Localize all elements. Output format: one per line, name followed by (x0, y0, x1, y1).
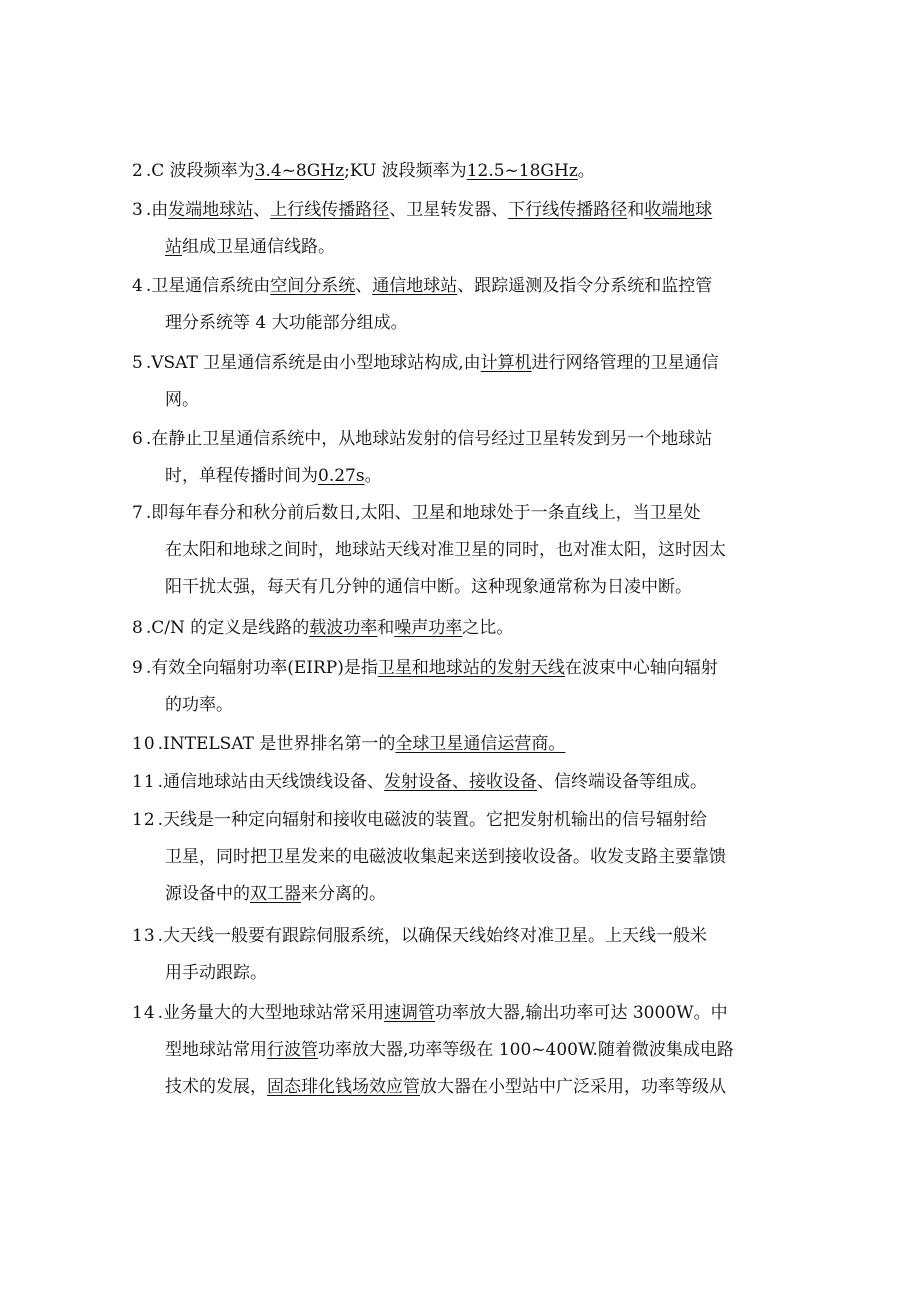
item-text (146, 429, 712, 449)
item-text (146, 503, 701, 523)
list-item-2 (132, 153, 792, 190)
underlined-answer: 双工器 (250, 883, 301, 904)
list-item-7 (132, 495, 792, 605)
underlined-answer: 固态琲化钱场效应管 (267, 1076, 420, 1097)
text-run: 用手动跟踪。 (165, 962, 267, 983)
item-text (146, 161, 595, 181)
text-run: 阳干扰太强，每天有几分钟的通信中断。这种现象通常称为日凌中断。 (165, 576, 692, 597)
item-text (146, 658, 718, 678)
text-run: .即每年春分和秋分前后数日,太阳、卫星和地球处于一条直线上，当卫星处 (145, 503, 701, 523)
item-text (158, 926, 707, 946)
item-continuation (132, 839, 792, 876)
text-run: 时，单程传播时间为 (165, 465, 318, 486)
item-text (158, 1003, 728, 1023)
item-continuation (132, 687, 792, 724)
text-run: 源设备中的 (165, 883, 250, 904)
list-item-10 (132, 726, 792, 763)
text-run: .INTELSAT 是世界排名第一的 (157, 734, 396, 754)
item-continuation (132, 305, 792, 342)
text-run: 功率放大器,功率等级在 100~400W.随着微波集成电路 (318, 1039, 734, 1060)
text-run: 卫星，同时把卫星发来的电磁波收集起来送到接收设备。收发支路主要靠馈 (165, 846, 726, 867)
item-continuation (132, 955, 792, 992)
item-text (146, 200, 712, 220)
text-run: .在静止卫星通信系统中，从地球站发射的信号经过卫星转发到另一个地球站 (145, 429, 713, 449)
text-run: .C/N 的定义是线路的 (145, 618, 310, 638)
underlined-answer: 载波功率 (309, 618, 378, 638)
text-run: 。 (364, 465, 382, 486)
list-item-4 (132, 268, 792, 342)
item-number: 14 (132, 1003, 156, 1023)
text-run: .天线是一种定向辐射和接收电磁波的装置。它把发射机输出的信号辐射给 (157, 810, 708, 830)
text-run: .有效全向辐射功率(EIRP)是指 (145, 658, 378, 678)
item-number: 3 (132, 200, 144, 220)
list-item-6 (132, 421, 792, 495)
list-item-8 (132, 610, 792, 647)
item-number: 7 (132, 503, 144, 523)
text-run: 和 (377, 618, 395, 638)
text-run: 来分离的。 (301, 883, 386, 904)
list-item-13 (132, 918, 792, 992)
item-continuation (132, 1032, 792, 1069)
item-number: 4 (132, 276, 144, 296)
underlined-answer: 通信地球站 (372, 276, 458, 296)
list-item-11 (132, 764, 792, 801)
item-continuation (132, 1069, 792, 1106)
text-run: .通信地球站由天线馈线设备、 (157, 772, 385, 792)
text-run: 。 (577, 161, 595, 181)
underlined-answer: 发射设备 (384, 772, 453, 792)
text-run: .VSAT 卫星通信系统是由小型地球站构成,由 (145, 353, 481, 373)
underlined-answer: 0.27s (318, 465, 365, 486)
text-run: 在太阳和地球之间时，地球站天线对准卫星的同时，也对准太阳，这时因太 (165, 539, 726, 560)
text-run: 组成卫星通信线路。 (182, 236, 335, 257)
item-number: 9 (132, 658, 144, 678)
item-number: 5 (132, 353, 144, 373)
list-item-9 (132, 650, 792, 724)
item-continuation (132, 569, 792, 606)
item-text (146, 618, 513, 638)
text-run: 在波束中心轴向辐射 (564, 658, 718, 678)
text-run: .业务量大的大型地球站常采用 (157, 1003, 385, 1023)
list-item-12 (132, 802, 792, 912)
text-run: .C 波段频率为 (145, 161, 255, 181)
item-number: 2 (132, 161, 144, 181)
item-continuation (132, 382, 792, 419)
item-continuation (132, 876, 792, 913)
item-text (158, 810, 707, 830)
text-run: 功率放大器,输出功率可达 3000W。中 (435, 1003, 728, 1023)
text-run: 型地球站常用 (165, 1039, 267, 1060)
text-run: 放大器在小型站中广泛采用，功率等级从 (420, 1076, 726, 1097)
item-continuation (132, 229, 792, 266)
underlined-answer: 发端地球站 (168, 200, 254, 220)
text-run: 理分系统等 4 大功能部分组成。 (165, 312, 408, 333)
underlined-answer: 速调管 (384, 1003, 436, 1023)
text-run: 、 (355, 276, 373, 296)
item-number: 10 (132, 734, 156, 754)
text-run: 之比。 (462, 618, 514, 638)
text-run: .由 (145, 200, 169, 220)
underlined-answer: 12.5~18GHz (466, 161, 578, 181)
underlined-answer: 上行线传播路径 (270, 200, 390, 220)
item-number: 8 (132, 618, 144, 638)
text-run: 和 (627, 200, 645, 220)
text-run: 的功率。 (165, 694, 233, 715)
text-run: 、跟踪遥测及指令分系统和监控管 (457, 276, 713, 296)
text-run: .大天线一般要有跟踪伺服系统，以确保天线始终对准卫星。上天线一般米 (157, 926, 708, 946)
item-text (146, 353, 719, 373)
underlined-answer: 噪声功率 (394, 618, 463, 638)
text-run: 网。 (165, 389, 199, 410)
item-number: 12 (132, 810, 156, 830)
list-item-14 (132, 995, 792, 1105)
underlined-answer: 全球卫星通信运营商。 (395, 734, 566, 754)
item-text (146, 276, 712, 296)
underlined-answer: 空间分系统 (270, 276, 356, 296)
text-run: 技术的发展， (165, 1076, 267, 1097)
text-run: ;KU 波段频率为 (344, 161, 467, 181)
underlined-answer: 行波管 (267, 1039, 318, 1060)
list-item-5 (132, 345, 792, 419)
underlined-answer: 收端地球 (644, 200, 713, 220)
item-text (158, 734, 566, 754)
text-run: .卫星通信系统由 (145, 276, 271, 296)
text-run: 进行网络管理的卫星通信 (531, 353, 719, 373)
underlined-answer: 、接收设备 (452, 772, 538, 792)
underlined-answer: 卫星和地球站的发射天线 (377, 658, 565, 678)
text-run: 、 (253, 200, 271, 220)
underlined-answer: 计算机 (480, 353, 532, 373)
text-run: 、卫星转发器、 (389, 200, 509, 220)
underlined-answer: 下行线传播路径 (508, 200, 628, 220)
underlined-answer: 3.4~8GHz (254, 161, 345, 181)
item-continuation (132, 458, 792, 495)
list-item-3 (132, 192, 792, 266)
item-continuation (132, 532, 792, 569)
item-number: 13 (132, 926, 156, 946)
underlined-answer: 站 (165, 236, 182, 257)
item-number: 6 (132, 429, 144, 449)
item-text (158, 772, 707, 792)
item-number: 11 (132, 772, 156, 792)
text-run: 、信终端设备等组成。 (537, 772, 708, 792)
